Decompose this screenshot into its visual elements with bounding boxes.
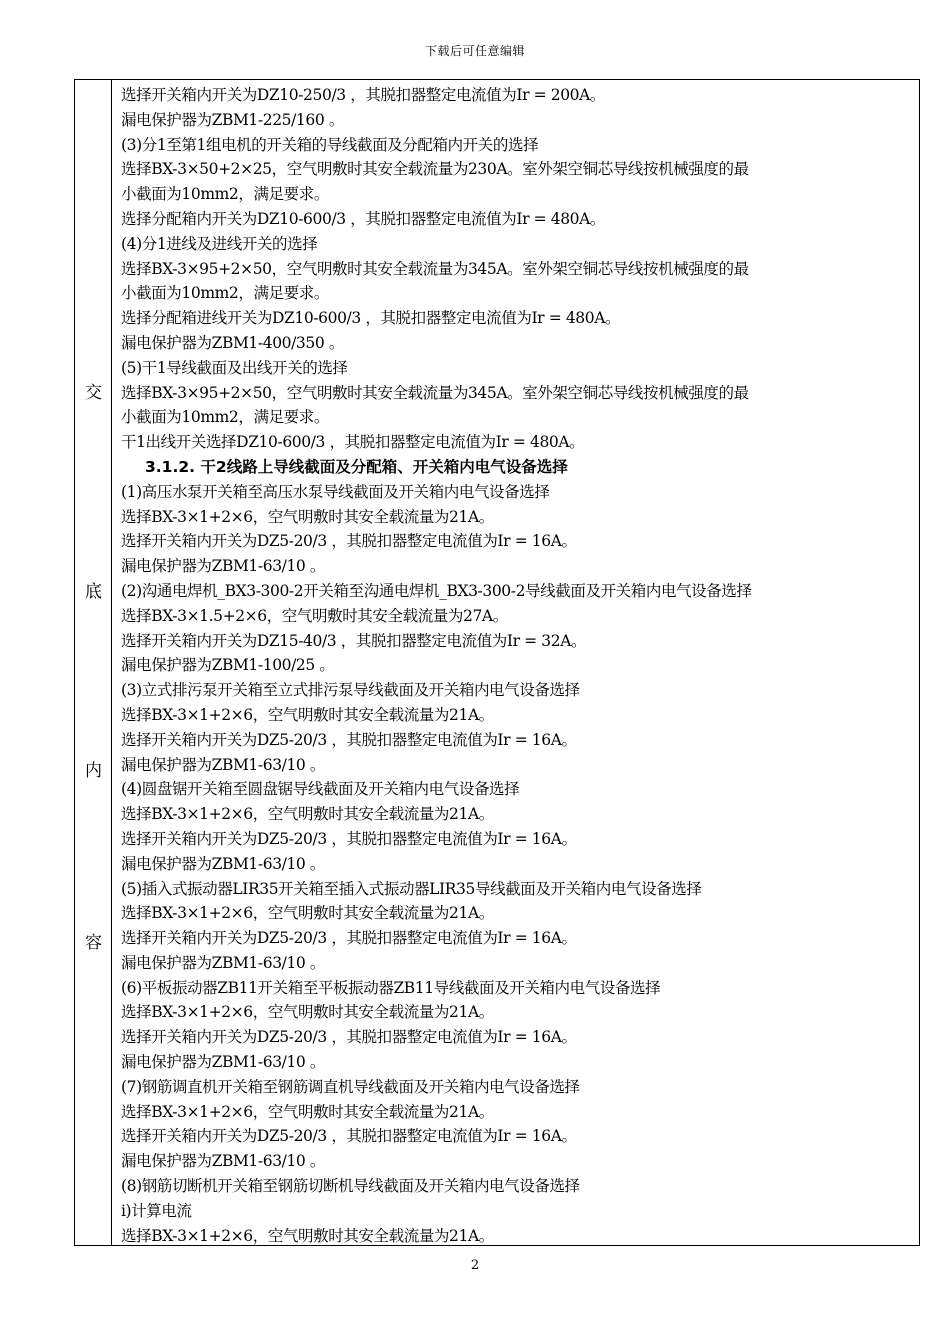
side-label-char: 底	[85, 582, 102, 602]
text-line: (4)圆盘锯开关箱至圆盘锯导线截面及开关箱内电气设备选择	[121, 780, 520, 799]
text-line: 漏电保护器为ZBM1-63/10 。	[121, 755, 326, 774]
text-line: 选择BX-3×1.5+2×6，空气明敷时其安全载流量为27A。	[121, 606, 508, 625]
text-line: 选择BX-3×1+2×6，空气明敷时其安全载流量为21A。	[121, 1226, 494, 1245]
text-line: 漏电保护器为ZBM1-63/10 。	[121, 854, 326, 873]
text-line: 选择BX-3×1+2×6，空气明敷时其安全载流量为21A。	[121, 904, 494, 923]
text-line: 漏电保护器为ZBM1-100/25 。	[121, 656, 335, 675]
text-line: 漏电保护器为ZBM1-225/160 。	[121, 110, 344, 129]
text-line: 选择BX-3×1+2×6，空气明敷时其安全载流量为21A。	[121, 705, 494, 724]
text-line: (2)沟通电焊机_BX3-300-2开关箱至沟通电焊机_BX3-300-2导线截面及开关箱内电气设备选择	[121, 581, 752, 600]
text-line: (5)干1导线截面及出线开关的选择	[121, 358, 348, 377]
text-line: 选择BX-3×1+2×6，空气明敷时其安全载流量为21A。	[121, 1003, 494, 1022]
page-number: 2	[470, 1258, 480, 1273]
text-line: 选择BX-3×95+2×50，空气明敷时其安全载流量为345A。室外架空铜芯导线按机械强度的最	[121, 383, 749, 402]
text-line: 漏电保护器为ZBM1-63/10 。	[121, 953, 326, 972]
side-label-column	[75, 80, 112, 1245]
text-line: 选择开关箱内开关为DZ5-20/3 ，其脱扣器整定电流值为Ir = 16A。	[121, 730, 577, 749]
text-line: 选择分配箱内开关为DZ10-600/3 ，其脱扣器整定电流值为Ir = 480A。	[121, 209, 606, 228]
page-header: 下载后可任意编辑	[424, 44, 525, 58]
text-line: 选择分配箱进线开关为DZ10-600/3 ，其脱扣器整定电流值为Ir = 480A。	[121, 309, 621, 328]
text-line: 选择开关箱内开关为DZ5-20/3 ，其脱扣器整定电流值为Ir = 16A。	[121, 929, 577, 948]
text-line: (7)钢筋调直机开关箱至钢筋调直机导线截面及开关箱内电气设备选择	[121, 1077, 580, 1096]
text-line: 小截面为10mm2，满足要求。	[121, 185, 329, 204]
text-line: (6)平板振动器ZB11开关箱至平板振动器ZB11导线截面及开关箱内电气设备选择	[121, 978, 661, 997]
text-line: (1)高压水泵开关箱至高压水泵导线截面及开关箱内电气设备选择	[121, 482, 550, 501]
text-line: 选择BX-3×50+2×25，空气明敷时其安全载流量为230A。室外架空铜芯导线按机械强度的最	[121, 160, 749, 179]
side-label-char: 内	[85, 761, 102, 781]
document-body	[121, 83, 917, 1248]
text-line: 选择BX-3×1+2×6，空气明敷时其安全载流量为21A。	[121, 1102, 494, 1121]
content-table	[74, 79, 920, 1246]
text-line: 选择开关箱内开关为DZ5-20/3 ，其脱扣器整定电流值为Ir = 16A。	[121, 1028, 577, 1047]
text-line: 小截面为10mm2，满足要求。	[121, 284, 329, 303]
section-heading: 3.1.2. 干2线路上导线截面及分配箱、开关箱内电气设备选择	[145, 457, 568, 476]
text-line: 选择开关箱内开关为DZ5-20/3 ，其脱扣器整定电流值为Ir = 16A。	[121, 829, 577, 848]
text-line: i)计算电流	[121, 1201, 192, 1220]
text-line: 选择开关箱内开关为DZ10-250/3 ，其脱扣器整定电流值为Ir = 200A。	[121, 86, 606, 104]
text-line: 选择BX-3×95+2×50，空气明敷时其安全载流量为345A。室外架空铜芯导线按机械强度的最	[121, 259, 749, 278]
text-line: (5)插入式振动器LIR35开关箱至插入式振动器LIR35导线截面及开关箱内电气设备选择	[121, 879, 702, 898]
text-line: 小截面为10mm2，满足要求。	[121, 408, 329, 427]
text-line: 选择BX-3×1+2×6，空气明敷时其安全载流量为21A。	[121, 507, 494, 526]
text-line: (3)立式排污泵开关箱至立式排污泵导线截面及开关箱内电气设备选择	[121, 681, 580, 700]
text-line: (8)钢筋切断机开关箱至钢筋切断机导线截面及开关箱内电气设备选择	[121, 1177, 580, 1196]
text-line: 选择开关箱内开关为DZ5-20/3 ，其脱扣器整定电流值为Ir = 16A。	[121, 1127, 577, 1146]
text-line: 漏电保护器为ZBM1-63/10 。	[121, 1152, 326, 1171]
text-line: (4)分1进线及进线开关的选择	[121, 234, 318, 253]
text-line: 选择开关箱内开关为DZ15-40/3 ，其脱扣器整定电流值为Ir = 32A。	[121, 631, 587, 650]
text-line: 漏电保护器为ZBM1-63/10 。	[121, 557, 326, 576]
text-line: 漏电保护器为ZBM1-400/350 。	[121, 333, 344, 352]
text-line: 选择开关箱内开关为DZ5-20/3 ，其脱扣器整定电流值为Ir = 16A。	[121, 532, 577, 551]
text-line: 干1出线开关选择DZ10-600/3 ，其脱扣器整定电流值为Ir = 480A。	[121, 433, 585, 452]
text-line: 漏电保护器为ZBM1-63/10 。	[121, 1053, 326, 1072]
side-label-char: 交	[85, 383, 102, 403]
side-label-char: 容	[85, 933, 102, 953]
text-line: (3)分1至第1组电机的开关箱的导线截面及分配箱内开关的选择	[121, 135, 539, 154]
text-line: 选择BX-3×1+2×6，空气明敷时其安全载流量为21A。	[121, 805, 494, 824]
